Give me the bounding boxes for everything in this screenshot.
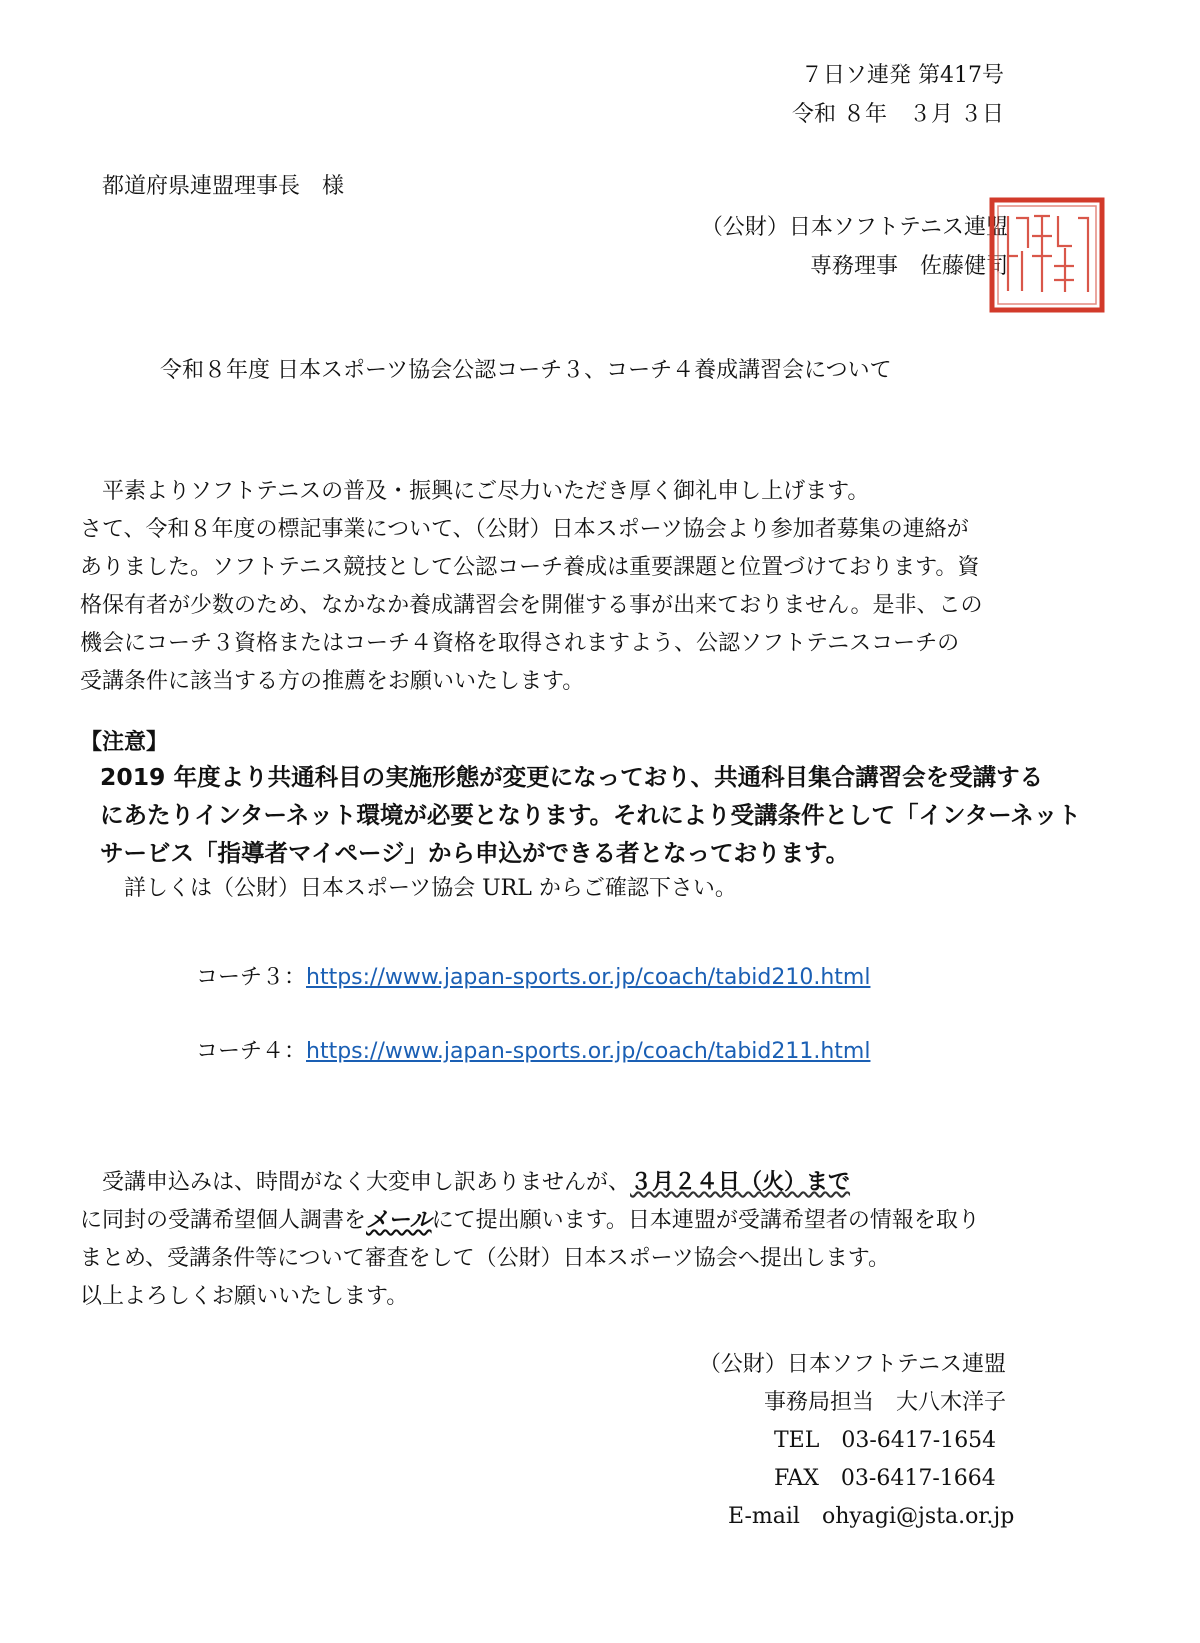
sender-organization: （公財）日本ソフトテニス連盟 bbox=[700, 215, 1008, 240]
contact-person: 事務局担当 大八木洋子 bbox=[763, 1390, 1006, 1415]
contact-email[interactable]: E-mail ohyagi@jsta.or.jp bbox=[728, 1504, 1015, 1529]
coach4-link-row bbox=[196, 1033, 870, 1071]
coach3-label: コーチ３： bbox=[196, 965, 307, 990]
intro-line: 機会にコーチ３資格またはコーチ４資格を取得されますよう、公認ソフトテニスコーチの bbox=[80, 631, 960, 656]
intro-line: 格保有者が少数のため、なかなか養成講習会を開催する事が出来ておりません。是非、この bbox=[80, 593, 983, 618]
intro-line: さて、令和８年度の標記事業について、（公財）日本スポーツ協会より参加者募集の連絡が bbox=[80, 517, 969, 542]
document-title: 令和８年度 日本スポーツ協会公認コーチ３、コーチ４養成講習会について bbox=[160, 358, 892, 383]
sender-name: 専務理事 佐藤健司 bbox=[809, 254, 1008, 279]
contact-tel: TEL 03-6417-1654 bbox=[774, 1428, 997, 1453]
addressee: 都道府県連盟理事長 様 bbox=[102, 174, 345, 199]
document-date: 令和 ８年 ３月 ３日 bbox=[792, 102, 1004, 127]
application-text: 受講申込みは、時間がなく大変申し訳ありませんが、 bbox=[102, 1170, 631, 1195]
notice-heading: 【注意】 bbox=[80, 730, 169, 755]
official-seal-stamp bbox=[988, 196, 1106, 314]
document-number: ７日ソ連発 第417号 bbox=[801, 63, 1004, 88]
deadline-text: ３月２４日（火）まで bbox=[630, 1170, 851, 1195]
notice-url-hint: 詳しくは（公財）日本スポーツ協会 URL からご確認下さい。 bbox=[124, 876, 737, 901]
intro-line: 受講条件に該当する方の推薦をお願いいたします。 bbox=[80, 669, 585, 694]
coach4-label: コーチ４： bbox=[196, 1039, 307, 1064]
notice-line: サービス「指導者マイページ」から申込ができる者となっております。 bbox=[100, 839, 850, 867]
closing-line: 以上よろしくお願いいたします。 bbox=[80, 1284, 409, 1309]
application-line: まとめ、受講条件等について審査をして（公財）日本スポーツ協会へ提出します。 bbox=[80, 1246, 891, 1271]
coach3-link[interactable]: https://www.japan-sports.or.jp/coach/tabid210.html bbox=[306, 965, 871, 990]
application-line bbox=[80, 1202, 980, 1240]
application-text: に同封の受講希望個人調書を bbox=[80, 1208, 367, 1233]
intro-paragraph bbox=[80, 473, 1130, 701]
coach4-link[interactable]: https://www.japan-sports.or.jp/coach/tabid211.html bbox=[306, 1039, 871, 1064]
intro-line: ありました。ソフトテニス競技として公認コーチ養成は重要課題と位置づけております。資 bbox=[80, 555, 980, 580]
notice-line: 2019 年度より共通科目の実施形態が変更になっており、共通科目集合講習会を受講する bbox=[100, 763, 1044, 791]
contact-fax: FAX 03-6417-1664 bbox=[774, 1466, 996, 1491]
application-line bbox=[102, 1164, 850, 1202]
notice-line: にあたりインターネット環境が必要となります。それにより受講条件として「インターネット bbox=[100, 801, 1081, 829]
coach3-link-row bbox=[196, 959, 870, 997]
intro-line: 平素よりソフトテニスの普及・振興にご尽力いただき厚く御礼申し上げます。 bbox=[102, 479, 870, 504]
notice-body bbox=[100, 758, 1081, 872]
contact-organization: （公財）日本ソフトテニス連盟 bbox=[698, 1352, 1006, 1377]
mail-emphasis: メール bbox=[366, 1208, 432, 1233]
application-text: にて提出願います。日本連盟が受講希望者の情報を取り bbox=[431, 1208, 980, 1233]
